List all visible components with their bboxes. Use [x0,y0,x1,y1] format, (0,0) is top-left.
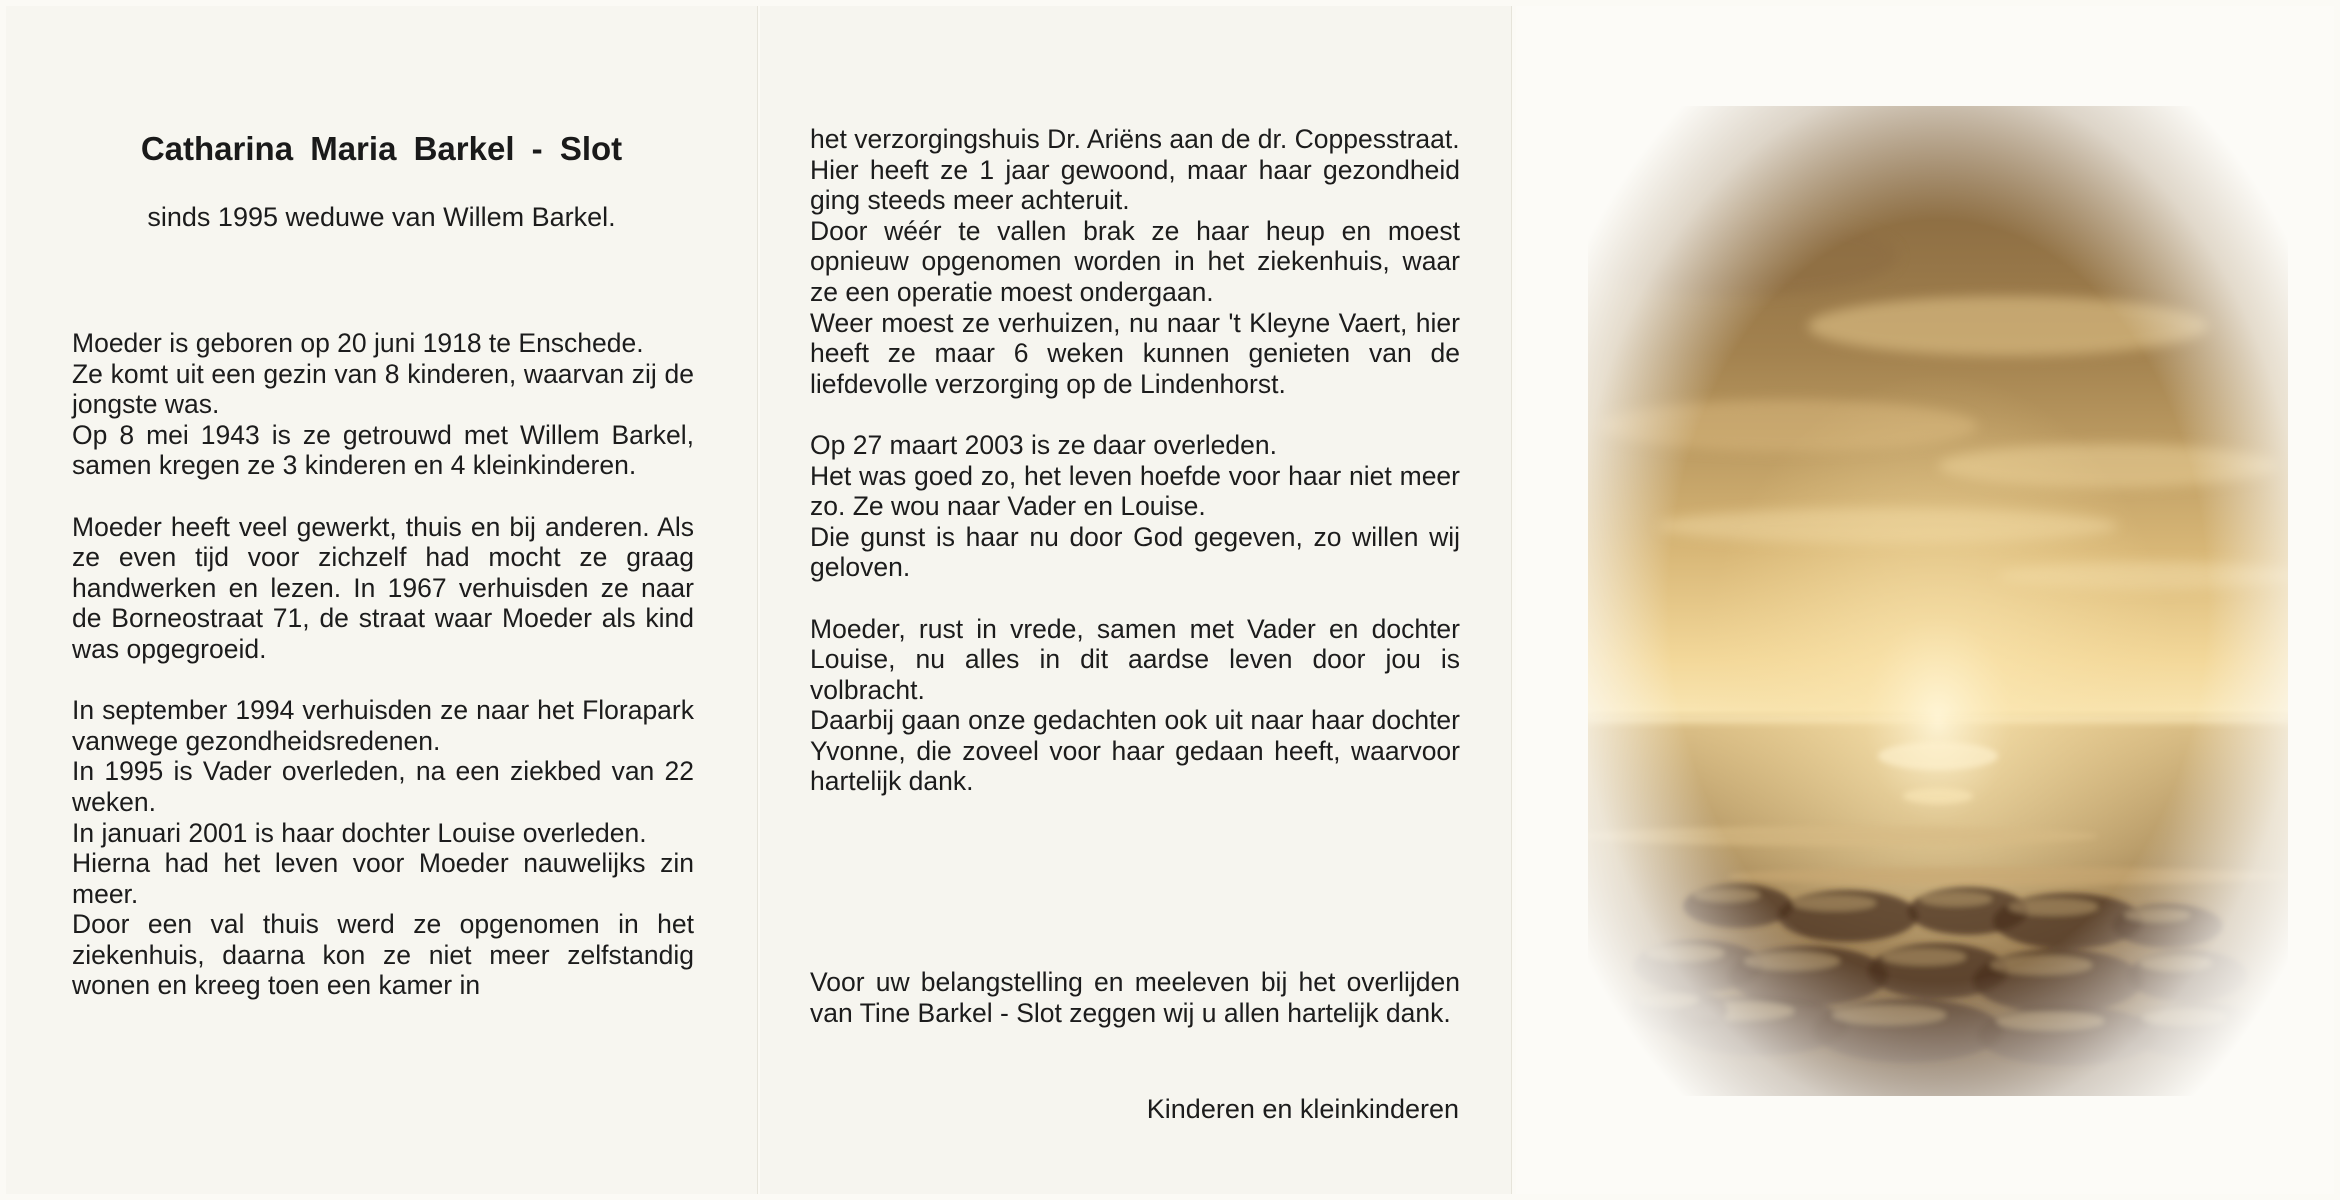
thank-you-paragraph: Voor uw belangstelling en meeleven bij het overlijden van Tine Barkel - Slot zeggen wij u allen hartelijk dank. [810,967,1460,1028]
deceased-name-title: Catharina Maria Barkel - Slot [140,130,623,167]
left-paragraph-3 [72,695,694,1001]
text-line: het verzorgingshuis Dr. Ariëns aan de dr. Coppesstraat. [810,124,1460,154]
text-line: Door wéér te vallen brak ze haar heup en moest opnieuw opgenomen worden in het ziekenhuis, waar ze een operatie moest ondergaan. [810,215,1460,307]
text-line: Door een val thuis werd ze opgenomen in het ziekenhuis, daarna kon ze niet meer zelfstandig wonen en kreeg toen een kamer in [72,909,694,1001]
middle-paragraph-3 [810,614,1460,798]
text-line: In 1995 is Vader overleden, na een ziekbed van 22 weken. [72,756,694,817]
text-line: Hierna had het leven voor Moeder nauwelijks zin meer. [72,848,694,909]
middle-paragraph-2 [810,430,1460,583]
left-paragraph-2 [72,512,694,665]
sunset-over-sea-icon [1588,106,2288,1096]
widow-subtitle: sinds 1995 weduwe van Willem Barkel. [147,202,616,232]
left-text-column [72,328,694,1032]
text-line: Weer moest ze verhuizen, nu naar 't Kleyne Vaert, hier heeft ze maar 6 weken kunnen genieten van de liefdevolle verzorging op de Lindenhorst. [810,307,1460,399]
text-line: Het was goed zo, het leven hoefde voor haar niet meer zo. Ze wou naar Vader en Louise. [810,460,1460,522]
text-line: In september 1994 verhuisden ze naar het Florapark vanwege gezondheidsredenen. [72,695,694,756]
text-line: Ze komt uit een gezin van 8 kinderen, waarvan zij de jongste was. [72,358,694,420]
left-panel [6,6,758,1194]
middle-paragraph-1 [810,124,1460,399]
text-line: Moeder, rust in vrede, samen met Vader en dochter Louise, nu alles in dit aardse leven door jou is volbracht. [810,613,1460,705]
text-line: Daarbij gaan onze gedachten ook uit naar haar dochter Yvonne, die zoveel voor haar gedaan heeft, waarvoor hartelijk dank. [810,705,1460,797]
left-paragraph-1 [72,328,694,481]
middle-text-column [810,124,1460,828]
text-line: Op 27 maart 2003 is ze daar overleden. [810,429,1277,460]
text-line: Hier heeft ze 1 jaar gewoond, maar haar gezondheid ging steeds meer achteruit. [810,154,1460,216]
signature: Kinderen en kleinkinderen [1146,1094,1459,1124]
text-line: In januari 2001 is haar dochter Louise overleden. [72,817,647,848]
sunset-photo [1588,106,2288,1096]
text-line: Moeder is geboren op 20 juni 1918 te Enschede. [72,328,644,358]
right-panel [1516,6,2334,1194]
text-line: Op 8 mei 1943 is ze getrouwd met Willem Barkel, samen kregen ze 3 kinderen en 4 kleinkinderen. [72,419,694,481]
text-line: Die gunst is haar nu door God gegeven, zo willen wij geloven. [810,521,1460,583]
middle-panel [760,6,1512,1194]
text-line: Moeder heeft veel gewerkt, thuis en bij anderen. Als ze even tijd voor zichzelf had mocht ze graag handwerken en lezen. In 1967 verhuisden ze naar de Borneostraat 71, de straat waar Moeder als kind was opgegroeid. [72,511,694,664]
